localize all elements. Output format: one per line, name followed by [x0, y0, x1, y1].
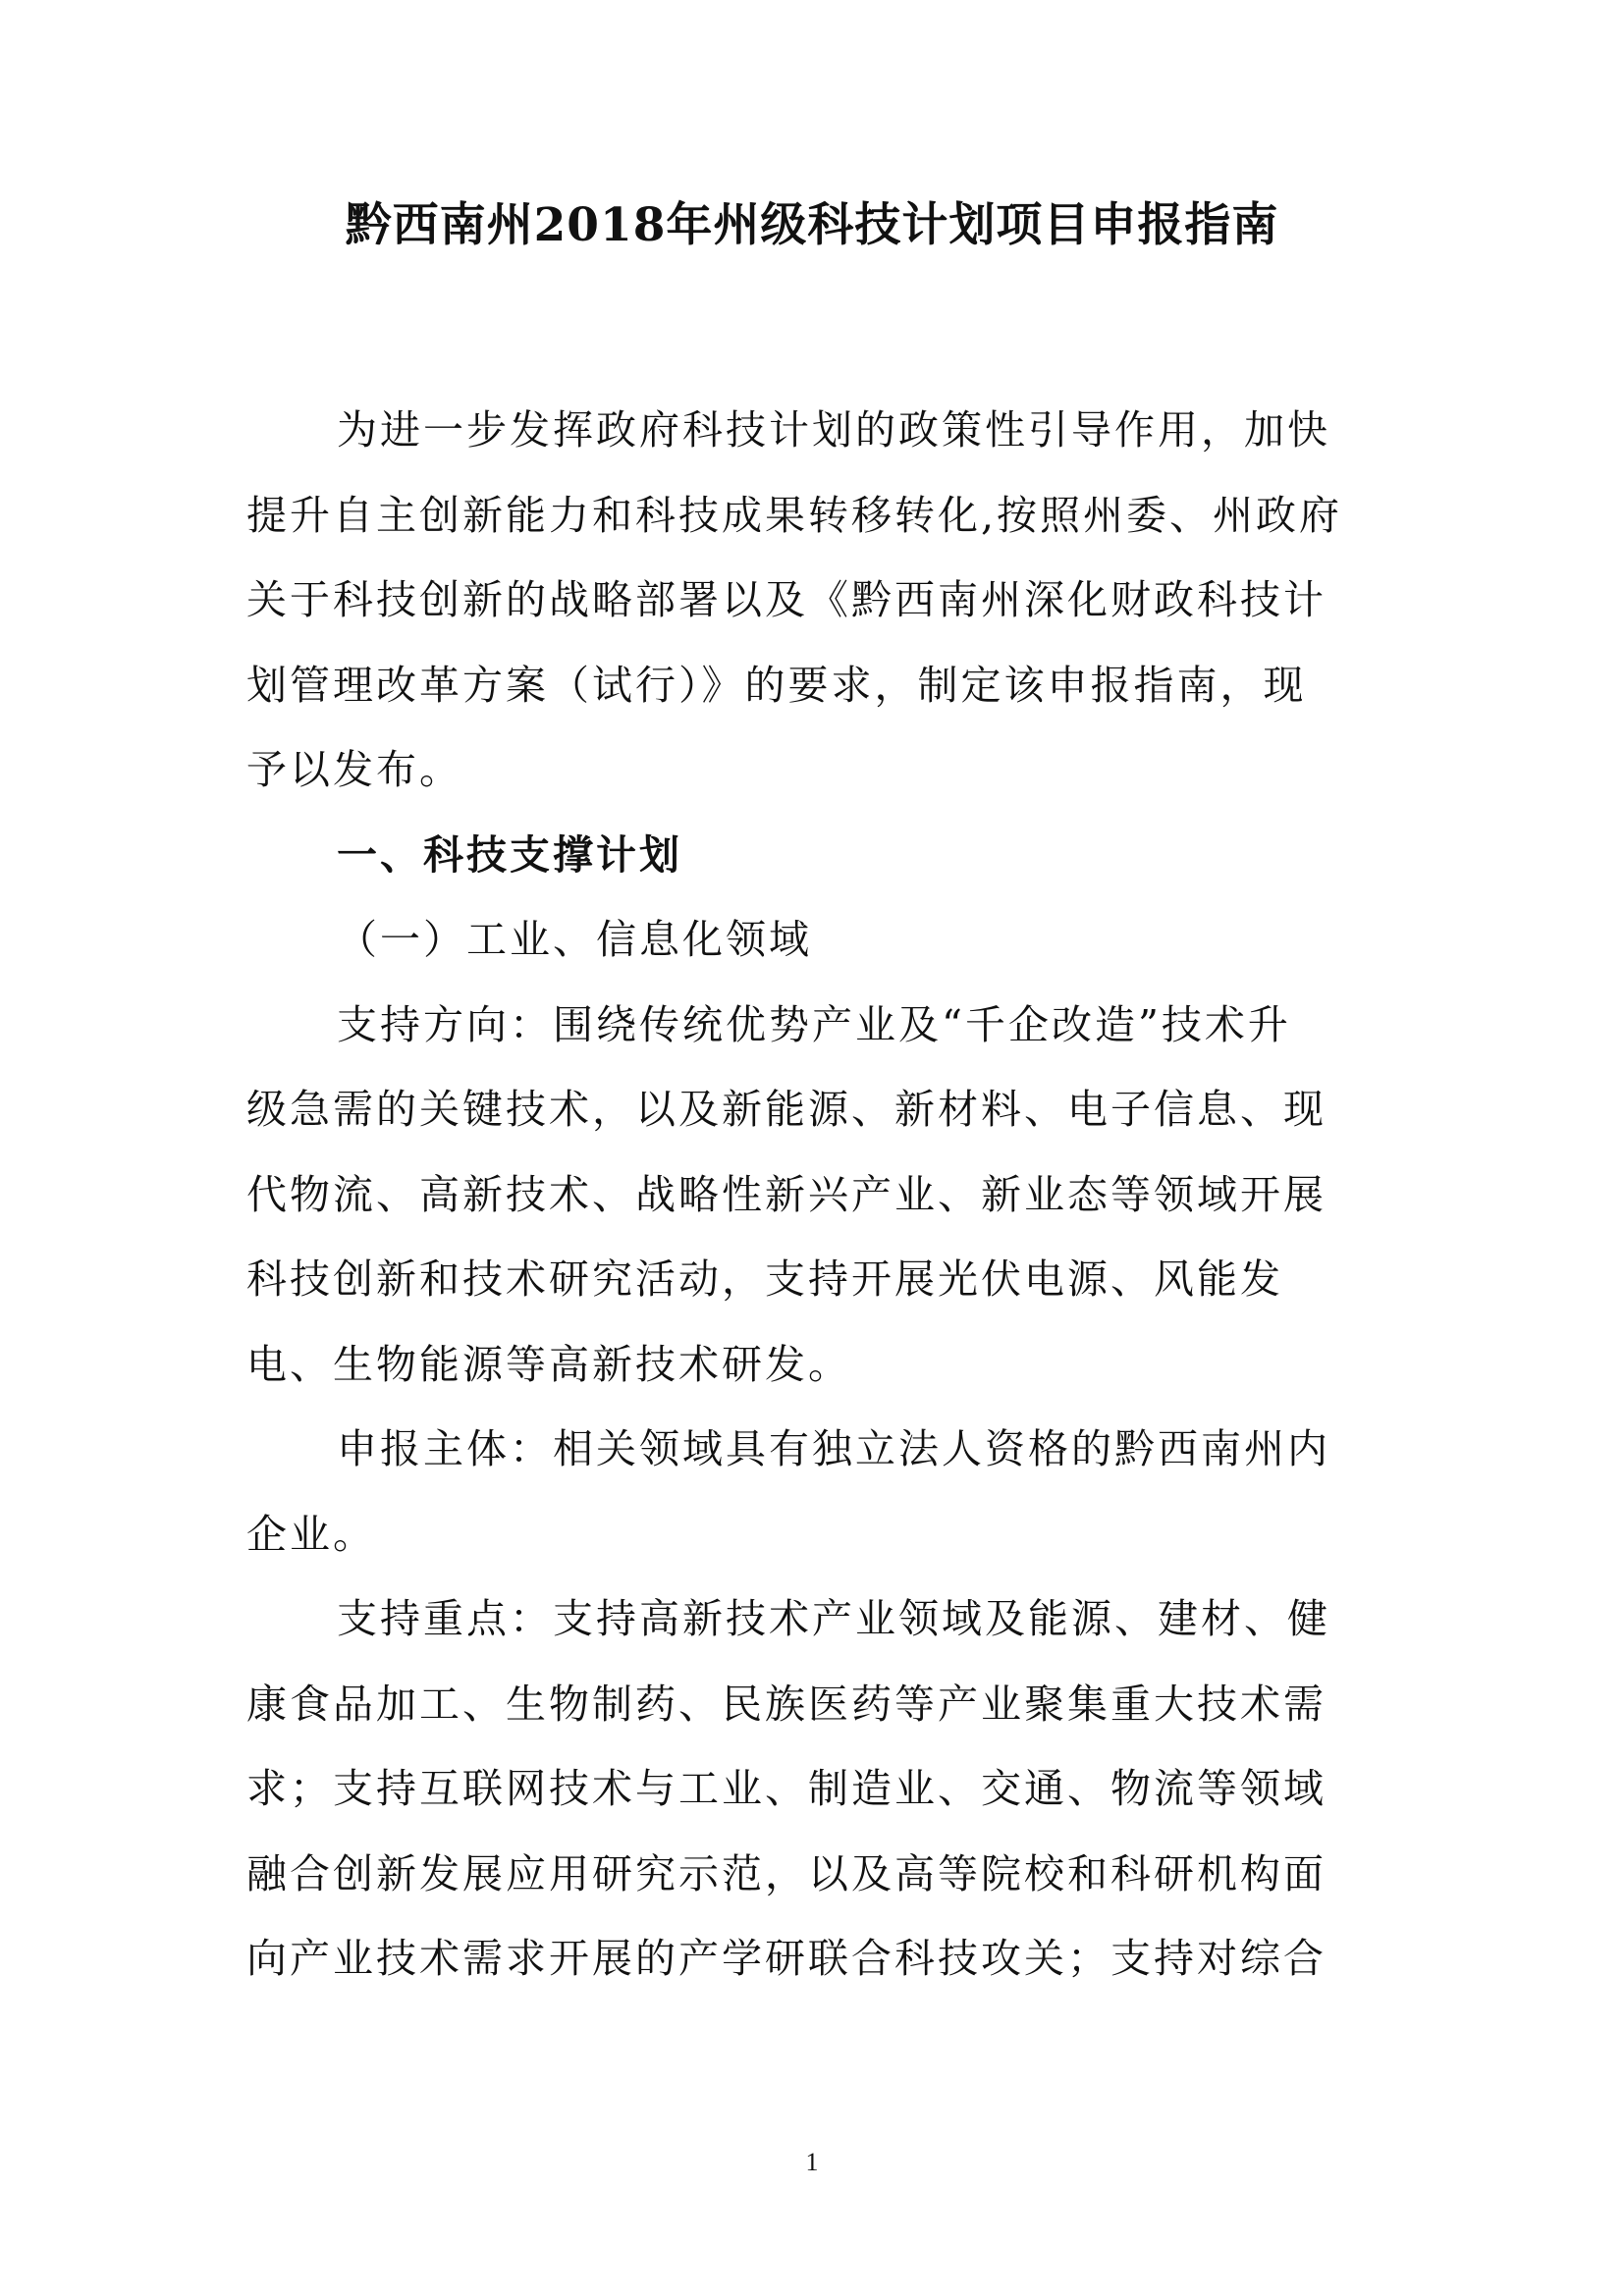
- paragraph-line: 向产业技术需求开展的产学研联合科技攻关；支持对综合: [246, 1935, 1326, 1982]
- paragraph-line: 支持方向：围绕传统优势产业及“千企改造”技术升: [337, 1000, 1291, 1048]
- paragraph-line: 为进一步发挥政府科技计划的政策性引导作用，加快: [337, 406, 1330, 454]
- paragraph-line: 电、生物能源等高新技术研发。: [246, 1340, 851, 1388]
- paragraph-line: 求；支持互联网技术与工业、制造业、交通、物流等领域: [246, 1765, 1326, 1812]
- paragraph-line: 企业。: [246, 1510, 376, 1558]
- document-title: 黔西南州2018年州级科技计划项目申报指南: [345, 198, 1279, 252]
- paragraph-line: 级急需的关键技术，以及新能源、新材料、电子信息、现: [246, 1086, 1326, 1133]
- paragraph-line: 提升自主创新能力和科技成果转移转化,按照州委、州政府: [246, 491, 1343, 539]
- paragraph-line: 科技创新和技术研究活动，支持开展光伏电源、风能发: [246, 1255, 1283, 1303]
- document-body: [246, 388, 1346, 2002]
- paragraph-line: 支持重点：支持高新技术产业领域及能源、建材、健: [337, 1595, 1330, 1642]
- paragraph-line: 融合创新发展应用研究示范，以及高等院校和科研机构面: [246, 1849, 1326, 1897]
- paragraph-line: 康食品加工、生物制药、民族医药等产业聚集重大技术需: [246, 1680, 1326, 1728]
- section-heading: 一、科技支撑计划: [337, 830, 682, 879]
- paragraph-line: 代物流、高新技术、战略性新兴产业、新业态等领域开展: [246, 1170, 1326, 1218]
- subsection-heading: （一）工业、信息化领域: [337, 916, 812, 963]
- page-number: 1: [805, 2148, 819, 2176]
- paragraph-line: 申报主体：相关领域具有独立法人资格的黔西南州内: [337, 1425, 1330, 1472]
- paragraph-line: 关于科技创新的战略部署以及《黔西南州深化财政科技计: [246, 576, 1326, 623]
- paragraph-line: 予以发布。: [246, 746, 462, 793]
- paragraph-line: 划管理改革方案（试行）》的要求，制定该申报指南，现: [246, 661, 1307, 709]
